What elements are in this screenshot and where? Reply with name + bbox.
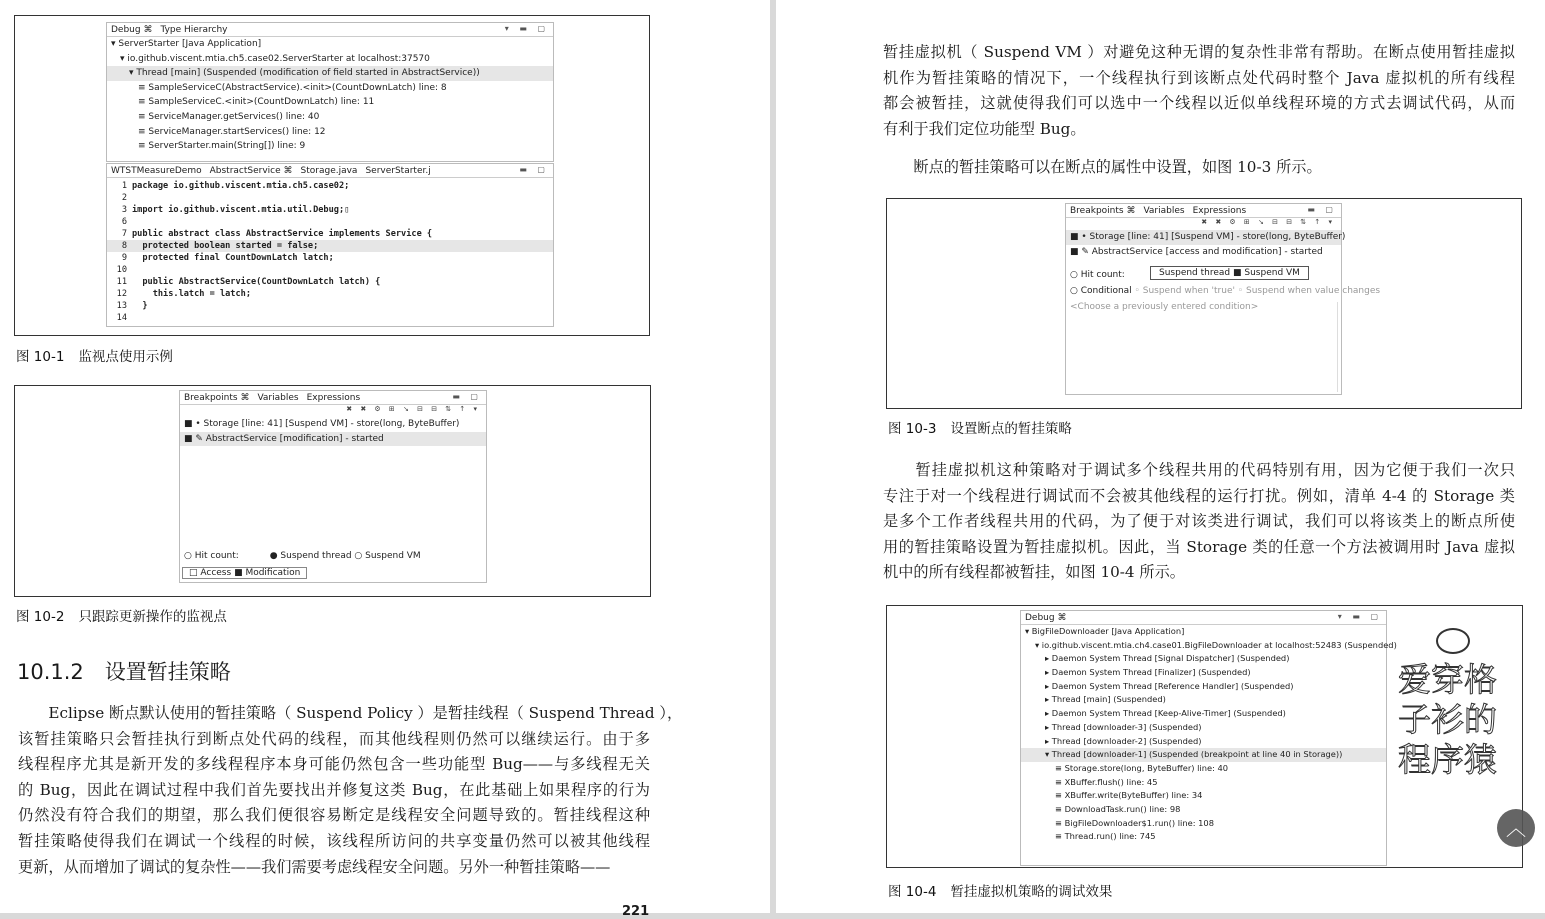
editor-tab[interactable]: ServerStarter.j [365,166,431,176]
breakpoint-tabs [180,391,486,405]
tree-item[interactable]: ≡ SampleServiceC.<init>(CountDownLatch) line: 11 [138,97,375,108]
tab-variables[interactable]: Variables [1143,206,1185,216]
modification-label: Modification [245,568,301,578]
window-controls[interactable]: ▾ ▬ ▢ [504,24,549,33]
body-paragraph [883,40,1515,142]
paragraph-line: 该暂挂策略只会暂挂执行到断点处代码的线程，而其他线程则仍然可以继续运行。由于多 [18,729,650,748]
suspend-when-true-radio[interactable]: ◦ Suspend when 'true' [1134,286,1235,296]
tab-debug[interactable]: Debug ⌘ [111,25,153,35]
line-number: 13 [116,301,127,311]
code-line [107,228,553,240]
modification-checkbox[interactable]: ■ Modification [234,568,301,578]
code-line [107,300,553,312]
caption-text: 监视点使用示例 [78,349,173,365]
debug-tree [1021,625,1397,844]
paragraph-line: 断点的暂挂策略可以在断点的属性中设置，如图 10-3 所示。 [883,158,1322,176]
tree-item[interactable]: ▸ Daemon System Thread [Finalizer] (Suspended) [1045,667,1251,678]
code-lines [107,178,553,324]
access-label: Access [200,568,232,578]
tree-item[interactable]: ▾ Thread [downloader-1] (Suspended (breakpoint at line 40 in Storage)) [1021,748,1386,762]
watermark: 爱穿格子衫的程序猿 [1398,660,1497,779]
figure-10-3 [886,198,1522,409]
tab-expressions[interactable]: Expressions [306,393,361,403]
access-group [182,567,307,579]
paragraph-line: 暂挂策略使得我们在调试一个线程的时候，该线程所访问的共享变量仍然可以被其他线程 [18,831,650,850]
editor-tabs [107,164,553,178]
code-text: package io.github.viscent.mtia.ch5.case02; [132,181,350,191]
debug-tabs [107,23,553,37]
tree-item[interactable]: ≡ Thread.run() line: 745 [1055,831,1156,842]
tree-item[interactable]: ≡ XBuffer.flush() line: 45 [1055,776,1158,787]
figure-caption [16,345,187,365]
caption-text: 设置断点的暂挂策略 [950,421,1072,437]
body-paragraph [883,458,1515,586]
line-number: 8 [121,241,127,251]
breakpoint-toolbar[interactable]: ✖ ✖ ⚙ ⊞ ↘ ⊟ ⊟ ⇅ ↑ ▾ [346,405,480,413]
paragraph-line: 专注于对一个线程进行调试而不会被其他线程的运行打扰。例如，清单 4-4 的 Storage 类 [883,486,1515,505]
conditional-checkbox[interactable]: ○ Conditional [1070,286,1132,296]
code-line [107,240,553,252]
figure-10-2 [14,385,651,597]
editor-tab[interactable]: Storage.java [300,166,358,176]
caption-number: 图 10-3 [888,421,937,437]
figure-caption [888,880,1126,900]
paragraph-line: 有利于我们定位功能型 Bug。 [883,119,1086,138]
tree-item[interactable]: ▾ Thread [main] (Suspended (modification of field started in AbstractService)) [107,66,553,81]
hit-count-row [1070,270,1125,280]
tree-item[interactable]: ▸ Daemon System Thread [Signal Dispatcher] (Suspended) [1045,653,1290,664]
paragraph-line: 线程程序尤其是新开发的多线程程序本身可能仍然包含一些功能型 Bug——与多线程无关 [18,755,650,774]
line-number: 12 [116,289,127,299]
suspend-thread-radio[interactable]: ● Suspend thread [269,551,352,561]
paragraph-line: 暂挂虚拟机（ Suspend VM ）对避免这种无谓的复杂性非常有帮助。在断点使用暂挂虚拟 [883,43,1515,61]
breakpoint-item[interactable]: ■ ✎ AbstractService [access and modification] - started [1070,246,1323,257]
tab-breakpoints[interactable]: Breakpoints ⌘ [1070,206,1136,216]
code-text: public abstract class AbstractService implements Service { [132,229,433,239]
tree-item[interactable]: ▸ Daemon System Thread [Keep-Alive-Timer] (Suspended) [1045,708,1286,719]
line-number: 14 [116,313,127,323]
tree-item[interactable]: ≡ ServerStarter.main(String[]) line: 9 [138,141,306,152]
condition-input[interactable]: <Choose a previously entered condition> [1070,302,1338,392]
line-number: 11 [116,277,127,287]
page-number: 221 [622,904,650,919]
tree-item[interactable]: ≡ BigFileDownloader$1.run() line: 108 [1055,817,1214,828]
breakpoints-view [179,390,487,583]
scroll-to-top-button[interactable] [1497,809,1535,847]
line-number: 7 [121,229,127,239]
tree-item[interactable]: ▸ Thread [downloader-2] (Suspended) [1045,735,1202,746]
tree-item[interactable]: ≡ DownloadTask.run() line: 98 [1055,803,1181,814]
code-text: import io.github.viscent.mtia.util.Debug;▯ [132,205,350,215]
code-line [107,252,553,264]
code-line [107,180,553,192]
line-number: 10 [116,265,127,275]
line-number: 3 [121,205,127,215]
paragraph-line: 机作为暂挂策略的情况下，一个线程执行到该断点处代码时整个 Java 虚拟机的所有线程 [883,68,1515,87]
watermark-logo-icon [1436,628,1470,654]
paragraph-line: 仍然没有符合我们的期望，那么我们便很容易断定是线程安全问题导致的。暂挂线程这种 [18,806,650,825]
window-controls[interactable]: ▬ ▢ [1307,205,1337,214]
figure-10-1 [14,15,650,336]
paragraph-line: Eclipse 断点默认使用的暂挂策略（ Suspend Policy ）是暂挂线程（ Suspend Thread ）， [18,704,683,722]
paragraph-line: 用的暂挂策略设置为暂挂虚拟机。因此，当 Storage 类的任意一个方法被调用时 Java 虚拟 [883,537,1515,556]
breakpoint-item[interactable]: ■ ✎ AbstractService [modification] - started [180,432,486,447]
hit-count-label: Hit count: [194,551,239,561]
tab-variables[interactable]: Variables [257,393,299,403]
tree-item[interactable]: ▾ io.github.viscent.mtia.ch5.case02.ServerStarter at localhost:37570 [120,53,430,64]
suspend-vm-label: Suspend VM [1244,268,1300,278]
tab-breakpoints[interactable]: Breakpoints ⌘ [184,393,250,403]
code-line [107,312,553,324]
tree-item[interactable]: ≡ SampleServiceC(AbstractService).<init>(CountDownLatch) line: 8 [138,82,447,93]
paragraph-line: 是多个工作者线程共用的代码，为了便于对该类进行调试，我们可以将该类上的断点所使 [883,512,1515,531]
body-paragraph [18,701,683,880]
tree-item[interactable]: ≡ Storage.store(long, ByteBuffer) line: 40 [1055,762,1229,773]
paragraph-line: 更新，从而增加了调试的复杂性——我们需要考虑线程安全问题。另外一种暂挂策略—— [18,857,611,876]
hit-count-checkbox[interactable]: ○ [184,551,195,561]
debug-tabs [1021,611,1386,625]
suspend-thread-label: Suspend thread [1159,268,1231,278]
tree-item[interactable]: ▾ ServerStarter [Java Application] [111,39,262,49]
code-line [107,276,553,288]
suspend-thread-radio[interactable] [1159,268,1230,278]
figure-caption [888,417,1086,437]
access-checkbox[interactable]: □ Access [189,568,232,578]
left-page [0,0,770,919]
tree-item[interactable]: ≡ ServiceManager.startServices() line: 12 [138,126,326,137]
window-controls[interactable]: ▬ ▢ [452,392,482,401]
suspend-vm-radio[interactable]: ■ Suspend VM [1233,268,1300,278]
paragraph-line: 都会被暂挂，这就使得我们可以选中一个线程以近似单线程环境的方式去调试代码，从而 [883,94,1515,113]
caption-number: 图 10-4 [888,884,937,900]
breakpoint-tabs [1066,204,1341,218]
tree-item[interactable]: ≡ ServiceManager.getServices() line: 40 [138,111,320,122]
caption-text: 暂挂虚拟机策略的调试效果 [950,884,1113,900]
paragraph-line: 的 Bug，因此在调试过程中我们首先要找出并修复这类 Bug，在此基础上如果程序的行为 [18,780,650,799]
figure-caption [16,605,241,625]
code-line [107,192,553,204]
line-number: 6 [121,217,127,227]
tree-item[interactable]: ≡ XBuffer.write(ByteBuffer) line: 34 [1055,790,1203,801]
tab-debug[interactable]: Debug ⌘ [1025,613,1067,623]
code-line [107,264,553,276]
suspend-when-true-label: Suspend when 'true' [1142,286,1235,296]
suspend-vm-label: Suspend VM [365,551,421,561]
tree-item[interactable]: ▸ Thread [main] (Suspended) [1045,694,1166,705]
body-paragraph [883,155,1515,181]
line-number: 2 [121,193,127,203]
line-number: 9 [121,253,127,263]
breakpoint-item[interactable]: ■ • Storage [line: 41] [Suspend VM] - store(long, ByteBuffer) [1066,230,1341,245]
tab-type-hierarchy[interactable]: Type Hierarchy [160,25,228,35]
suspend-vm-radio[interactable]: ○ Suspend VM [354,551,421,561]
line-number: 1 [121,181,127,191]
suspend-when-changes-label: Suspend when value changes [1246,286,1381,296]
code-text: protected boolean started = false; [132,241,319,251]
paragraph-line: 暂挂虚拟机这种策略对于调试多个线程共用的代码特别有用，因为它便于我们一次只 [883,461,1515,479]
editor-tab[interactable]: WTSTMeasureDemo [111,166,202,176]
debug-view [106,22,554,162]
section-heading: 10.1.2 设置暂挂策略 [17,660,231,684]
conditional-label: Conditional [1080,286,1132,296]
hit-count-label: Hit count: [1080,270,1125,280]
suspend-thread-label: Suspend thread [280,551,352,561]
code-line [107,204,553,216]
window-controls[interactable]: ▬ ▢ [519,165,549,174]
tree-item[interactable]: ▸ Thread [downloader-3] (Suspended) [1045,721,1202,732]
code-editor [106,163,554,327]
caption-number: 图 10-1 [16,349,65,365]
debug-view [1020,610,1397,866]
code-text: } [132,301,148,311]
editor-tab[interactable]: AbstractService ⌘ [209,166,293,176]
tree-item[interactable]: ▾ BigFileDownloader [Java Application] [1025,626,1185,636]
code-line [107,216,553,228]
paragraph-line: 机中的所有线程都被暂挂，如图 10-4 所示。 [883,563,1185,582]
code-text: public AbstractService(CountDownLatch latch) { [132,277,381,287]
hit-count-checkbox[interactable]: ○ [1070,270,1081,280]
hit-count-row [184,551,421,561]
window-controls[interactable]: ▾ ▬ ▢ [1337,612,1382,621]
code-line [107,288,553,300]
breakpoint-toolbar[interactable]: ✖ ✖ ⚙ ⊞ ↘ ⊟ ⊟ ⇅ ↑ ▾ [1201,218,1335,226]
tree-item[interactable]: ▸ Daemon System Thread [Reference Handler] (Suspended) [1045,680,1294,691]
caption-text: 只跟踪更新操作的监视点 [78,609,227,625]
breakpoint-item[interactable]: ■ • Storage [line: 41] [Suspend VM] - store(long, ByteBuffer) [184,419,460,429]
breakpoints-view [1065,203,1381,395]
tree-item[interactable]: ▾ io.github.viscent.mtia.ch4.case01.BigFileDownloader at localhost:52483 (Suspended) [1035,639,1397,650]
caption-number: 图 10-2 [16,609,65,625]
chevron-up-icon: ︿ [1506,816,1526,840]
debug-tree [107,37,553,154]
suspend-when-changes-radio[interactable]: ◦ Suspend when value changes [1237,286,1381,296]
conditional-row [1070,286,1380,296]
code-text: this.latch = latch; [132,289,251,299]
code-text: protected final CountDownLatch latch; [132,253,334,263]
suspend-policy-group [1150,266,1309,280]
tab-expressions[interactable]: Expressions [1192,206,1247,216]
